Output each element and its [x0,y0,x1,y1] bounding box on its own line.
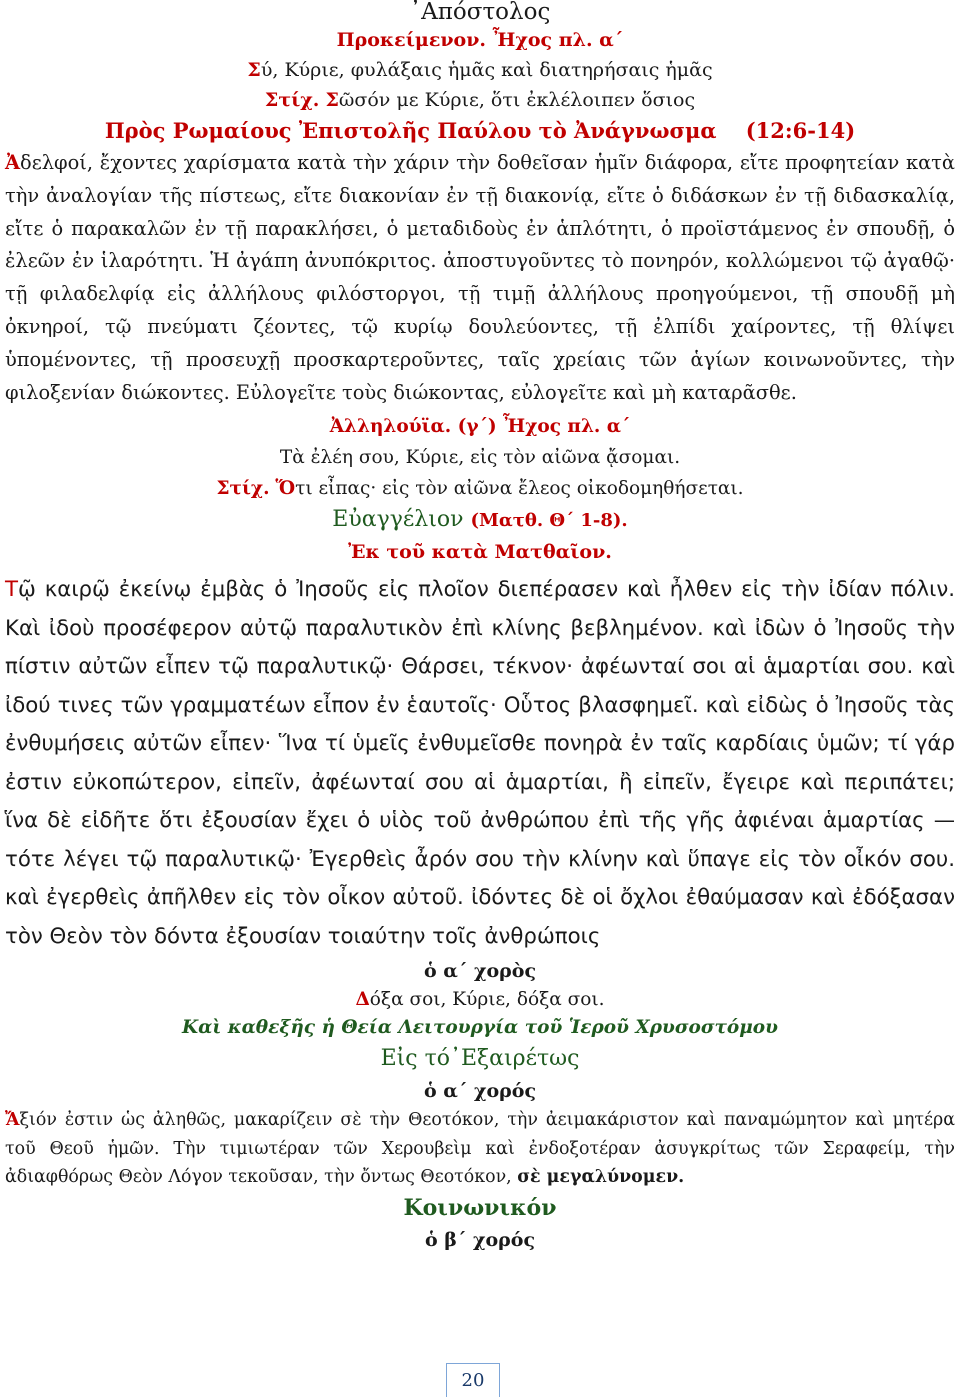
doxa-text: όξα σοι, Κύριε, δόξα σοι. [369,989,605,1011]
doxa-choir: ὁ α΄ χορὸς [423,960,537,983]
alleluia-stich-initial: Ὅ [275,478,296,500]
gospel-subtitle: Ἐκ τοῦ κατὰ Ματθαῖον. [348,541,612,564]
epistle-initial: Ἀ [5,151,21,174]
gospel-text [5,571,955,956]
prokeimenon-stich-text: ῶσόν με Κύριε, ὅτι ἐκλέλοιπεν ὅσιος [338,89,696,111]
alleluia-stich [5,473,955,504]
apostolos-title: ᾿Απόστολος [409,0,551,25]
alleluia-stich-label: Στίχ. [216,478,270,500]
prokeimenon-verse-text: ύ, Κύριε, φυλάξαις ἡμᾶς καὶ διατηρήσαις ἡμᾶς [260,59,713,81]
epistle-text [5,147,955,409]
doxa-initial: Δ [355,989,370,1011]
prokeimenon-verse [5,55,955,85]
liturgy-note: Καὶ καθεξῆς ἡ Θεία Λειτουργία τοῦ Ἱεροῦ Χρυσοστόμου [182,1017,778,1039]
axion-ending: σὲ μεγαλύνομεν. [517,1166,685,1187]
gospel-body: ῷ καιρῷ ἐκείνῳ ἐμβὰς ὁ Ἰησοῦς εἰς πλοῖον διεπέρασεν καὶ ἦλθεν εἰς τὴν ἰδίαν πόλιν. Καὶ ἰδοὺ προσέφερον αὐτῷ παραλυτικὸν ἐπὶ κλίνης βεβλημένον. καὶ ἰδὼν ὁ Ἰησοῦς τὴν πίστιν αὐτῶν εἶπεν τῷ παραλυτικῷ· Θάρσει, τέκνον· ἀφέωνταί σοι αἱ ἁμαρτίαι σου. καὶ ἰδού τινες τῶν γραμματέων εἶπον ἐν ἑαυτοῖς· Οὗτος βλασφημεῖ. καὶ εἰδὼς ὁ Ἰησοῦς τὰς ἐνθυμήσεις αὐτῶν εἶπεν· Ἵνα τί ὑμεῖς ἐνθυμεῖσθε πονηρὰ ἐν ταῖς καρδίαις ὑμῶν; τί γάρ ἐστιν εὐκοπώτερον, εἰπεῖν, ἀφέωνταί σου αἱ ἁμαρτίαι, ἢ εἰπεῖν, ἔγειρε καὶ περιπάτει; ἵνα δὲ εἰδῆτε ὅτι ἐξουσίαν ἔχει ὁ υἱὸς τοῦ ἀνθρώπου ἐπὶ τῆς γῆς ἀφιέναι ἁμαρτίας — τότε λέγει τῷ παραλυτικῷ· Ἐγερθεὶς ἆρόν σου τὴν κλίνην καὶ ὕπαγε εἰς τὸν οἶκόν σου. καὶ ἐγερθεὶς ἀπῆλθεν εἰς τὸν οἶκον αὐτοῦ. ἰδόντες δὲ οἱ ὄχλοι ἐθαύμασαν καὶ ἐδόξασαν τὸν Θεὸν τὸν δόντα ἐξουσίαν τοιαύτην τοῖς ἀνθρώποις [5,577,955,949]
epistle-title-line [5,115,955,147]
alleluia-stich-text: τι εἶπας· εἰς τὸν αἰῶνα ἔλεος οἰκοδομηθήσεται. [295,478,744,500]
prokeimenon-verse-initial: Σ [247,59,261,81]
apostolos-heading [5,0,955,25]
gospel-title: Εὐαγγέλιον [332,507,464,533]
prokeimenon-stich [5,85,955,115]
prokeimenon-title: Προκείμενον. Ἦχος πλ. α΄ [336,29,624,51]
epistle-body: δελφοί, ἔχοντες χαρίσματα κατὰ τὴν χάριν τὴν δοθεῖσαν ἡμῖν διάφορα, εἴτε προφητείαν κατὰ τὴν ἀναλογίαν τῆς πίστεως, εἴτε διακονίαν ἐν τῇ διακονίᾳ, εἴτε ὁ διδάσκων ἐν τῇ διδασκαλίᾳ, εἴτε ὁ παρακαλῶν ἐν τῇ παρακλήσει, ὁ μεταδιδοὺς ἐν ἁπλότητι, ὁ προϊστάμενος ἐν σπουδῇ, ὁ ἐλεῶν ἐν ἱλαρότητι. Ἡ ἀγάπη ἀνυπόκριτος. ἀποστυγοῦντες τὸ πονηρόν, κολλώμενοι τῷ ἀγαθῷ· τῇ φιλαδελφίᾳ εἰς ἀλλήλους φιλόστοργοι, τῇ τιμῇ ἀλλήλους προηγούμενοι, τῇ σπουδῇ μὴ ὀκνηροί, τῷ πνεύματι ζέοντες, τῷ κυρίῳ δουλεύοντες, τῇ ἐλπίδι χαίροντες, τῇ θλίψει ὑπομένοντες, τῇ προσευχῇ προσκαρτεροῦντες, ταῖς χρείαις τῶν ἁγίων κοινωνοῦντες, τὴν φιλοξενίαν διώκοντες. Εὐλογεῖτε τοὺς διώκοντας, εὐλογεῖτε καὶ μὴ καταρᾶσθε. [5,151,955,404]
gospel-title-line [5,504,955,537]
gospel-initial: Τ [5,577,19,603]
doxa-line [5,986,955,1014]
axion-estin-text [5,1106,955,1191]
epistle-ref: (12:6-14) [745,118,856,143]
koinonikon-choir: ὁ β΄ χορός [424,1228,536,1251]
epistle-title: Πρὸς Ρωμαίους Ἐπιστολῆς Παύλου τὸ Ἀνάγνωσμα [104,118,717,143]
exairetos-choir: ὁ α΄ χορός [423,1080,537,1103]
page-number: 20 [446,1363,500,1397]
alleluia-title: Ἀλληλούϊα. (γ΄) Ἦχος πλ. α΄ [329,416,631,438]
prokeimenon-stich-label: Στίχ. [264,89,320,111]
exairetos-title: Εἰς τό᾿Εξαιρέτως [380,1046,580,1072]
axion-body: ξιόν ἐστιν ὡς ἀληθῶς, μακαρίζειν σὲ τὴν Θεοτόκον, τὴν ἀειμακάριστον καὶ παναμώμητον καὶ μητέρα τοῦ Θεοῦ ἡμῶν. Τὴν τιμιωτέραν τῶν Χερουβεὶμ καὶ ἐνδοξοτέραν ἀσυγκρίτως τῶν Σεραφείμ, τὴν ἀδιαφθόρως Θεὸν Λόγον τεκοῦσαν, τὴν ὄντως Θεοτόκον, [5,1110,955,1187]
koinonikon-title: Κοινωνικόν [403,1194,557,1221]
alleluia-verse: Τὰ ἐλέη σου, Κύριε, εἰς τὸν αἰῶνα ᾄσομαι. [279,447,681,469]
document-page [5,0,955,1255]
prokeimenon-stich-initial: Σ [325,89,339,111]
axion-initial: Ἄ [5,1110,20,1131]
gospel-ref: (Ματθ. Θ΄ 1-8). [470,510,628,532]
